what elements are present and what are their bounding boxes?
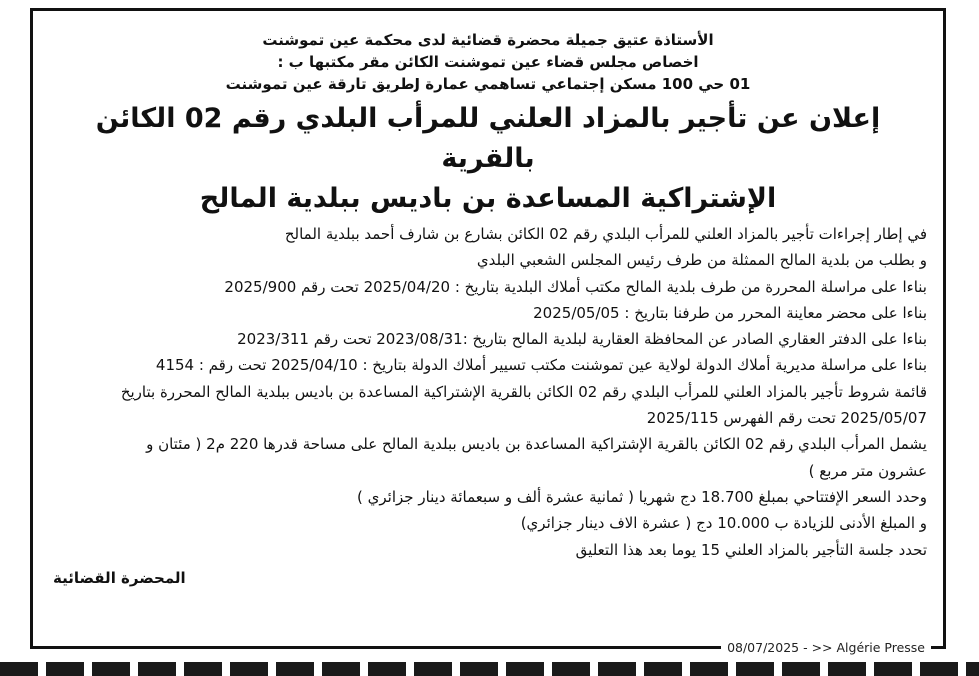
notice-frame (30, 8, 946, 655)
header-line-1: الأستاذة عتيق جميلة محضرة قضائية لدى محكمة عين تموشنت (262, 31, 714, 49)
title-line-2: الإشتراكية المساعدة بن باديس ببلدية المالح (199, 183, 777, 214)
body-line: و المبلغ الأدنى للزيادة ب 10.000 دج ( عشرة الاف دينار جزائري) (520, 514, 927, 533)
notice-header (49, 29, 927, 95)
body-line: عشرون متر مربع ) (808, 461, 927, 480)
notice-body (49, 221, 927, 563)
body-line: يشمل المرأب البلدي رقم 02 الكائن بالقرية الإشتراكية المساعدة بن باديس ببلدية المالح على مساحة قدرها 220 م2 ( مئتان و (146, 435, 927, 454)
body-line: بناءا على مراسلة مديرية أملاك الدولة لولاية عين تموشنت مكتب تسيير أملاك الدولة بتاريخ : 2025/04/10 تحت رقم : 4154 (155, 356, 927, 375)
header-line-2: اخصاص مجلس قضاء عين تموشنت الكائن مقر مكتبها ب : (277, 53, 699, 71)
body-line: بناءا على مراسلة المحررة من طرف بلدية المالح مكتب أملاك البلدية بتاريخ : 2025/04/20 تحت رقم 2025/900 (224, 277, 927, 296)
signature: المحضرة القضائية (53, 568, 186, 587)
body-line: 2025/05/07 تحت رقم الفهرس 2025/115 (646, 409, 927, 428)
body-line: في إطار إجراءات تأجير بالمزاد العلني للمرأب البلدي رقم 02 الكائن بشارع بن شارف أحمد ببلدية المالح (284, 225, 927, 243)
body-line: بناءا على الدفتر العقاري الصادر عن المحافظة العقارية لبلدية المالح بتاريخ :2023/08/31 تحت رقم 2023/311 (237, 330, 927, 349)
notice-title (49, 99, 927, 219)
body-line: تحدد جلسة التأجير بالمزاد العلني 15 يوما بعد هذا التعليق (575, 540, 927, 559)
header-line-3: 01 حي 100 مسكن إجتماعي تساهمي عمارة Jطريق تارقة عين تموشنت (225, 75, 751, 93)
body-line: و بطلب من بلدية المالح الممثلة من طرف رئيس المجلس الشعبي البلدي (476, 251, 927, 270)
body-line: قائمة شروط تأجير بالمزاد العلني للمرأب البلدي رقم 02 الكائن بالقرية الإشتراكية المساعدة بن باديس ببلدية المالح المحررة بتاريخ (120, 382, 927, 401)
title-line-1: إعلان عن تأجير بالمزاد العلني للمرأب البلدي رقم 02 الكائن بالقرية (95, 103, 881, 174)
body-line: وحدد السعر الإفتتاحي بمبلغ 18.700 دج شهريا ( ثمانية عشرة ألف و سبعمائة دينار جزائري ) (357, 487, 927, 506)
body-line: بناءا على محضر معاينة المحرر من طرفنا بتاريخ : 2025/05/05 (533, 303, 927, 322)
dashed-border (0, 662, 979, 676)
source-footer: 08/07/2025 - >> Algérie Presse (721, 639, 931, 657)
